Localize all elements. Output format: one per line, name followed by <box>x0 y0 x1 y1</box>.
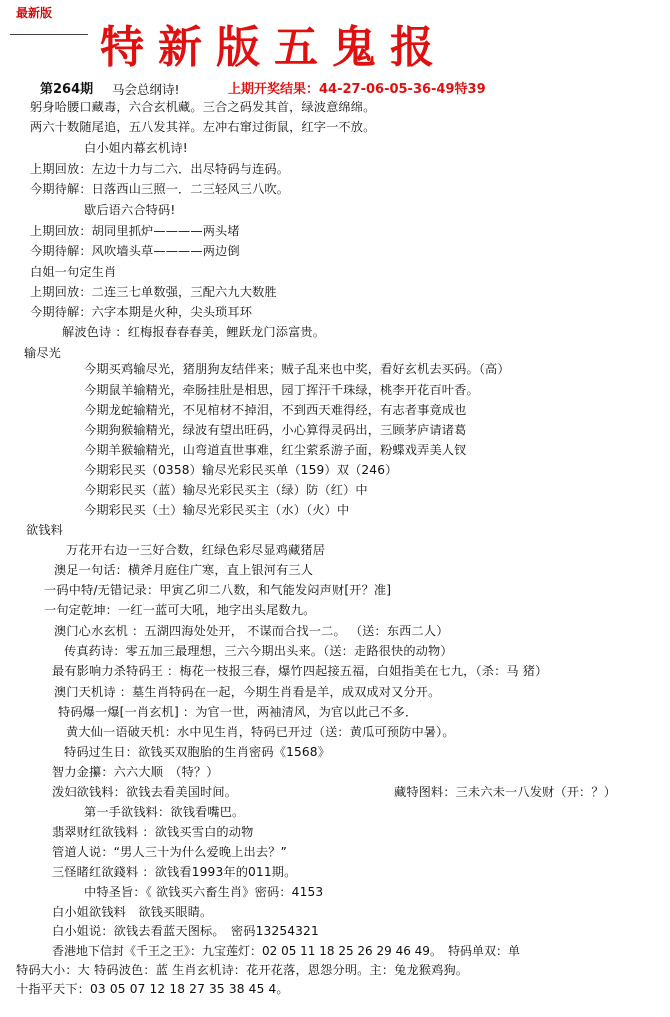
text-line: 智力金攥：六六大顺 （特？） <box>52 765 219 779</box>
text-line: 翡翠财红欲钱料 ：欲钱买雪白的动物 <box>52 825 254 839</box>
issue-number: 第264期 <box>40 82 94 97</box>
text-line: 今期彩民买（0358）输尽光彩民买单（159）双（246） <box>84 463 398 477</box>
text-line: 传真药诗：零五加三最理想，三六今期出头来。（送：走路很快的动物） <box>64 644 453 658</box>
text-line: 白小姐欲钱料 欲钱买眼睛。 <box>52 905 213 919</box>
text-line: 澳门心水玄机 ：五湖四海处处开， 不谋而合找一二。 （送：东西二人） <box>54 624 449 638</box>
text-line: 上期回放：左边十力与二六．出尽特码与连码。 <box>30 162 290 176</box>
text-line: 今期彩民买（蓝）输尽光彩民买主（绿）防（红）中 <box>84 483 368 497</box>
text-line: 白小姐说：欲钱去看蓝天图标。 密码13254321 <box>52 924 319 938</box>
text-line: 最有影响力杀特码王 ：梅花一枝报三春，爆竹四起接五福，白姐指美在七九，（杀：马 猪） <box>52 664 548 678</box>
text-line: 藏特图料：三未六未一八发财（开：？） <box>394 785 617 799</box>
text-line: 今期待解：风吹墙头草————两边倒 <box>30 244 240 258</box>
text-line: 香港地下信封《千王之王》：九宝莲灯：02 05 11 18 25 26 29 46 49。 特码单双：单 <box>52 944 520 958</box>
text-line: 特码爆一爆[一肖玄机] ：为官一世，两袖清风，为官以此己不多． <box>58 705 418 719</box>
text-line: 今期龙蛇输精光，不见棺材不掉泪，不到西天难得经，有志者事竟成也 <box>84 403 467 417</box>
text-line: 第一手欲钱料：欲钱看嘴巴。 <box>84 805 245 819</box>
text-line: 管道人说：“男人三十为什么爱晚上出去？” <box>52 845 288 859</box>
edition-badge: 最新版 <box>16 6 53 20</box>
text-line: 十指平天下：03 05 07 12 18 27 35 38 45 4。 <box>16 982 289 996</box>
text-line: 一句定乾坤：一红一蓝可大吼，地字出头尾数九。 <box>44 603 316 617</box>
text-line: 今期羊猴输精光，山弯道直世事难，红尘萦系游子面，粉蝶戏弄美人钗 <box>84 443 467 457</box>
poem-line: 两六十数随尾追，五八发其祥。左冲右窜过街鼠，红字一不放。 <box>30 120 376 134</box>
text-line: 今期彩民买（土）输尽光彩民买主（水）（火）中 <box>84 503 350 517</box>
poem-line: 躬身哈腰口藏毒，六合玄机藏。三合之码发其首，绿波意绵绵。 <box>30 100 376 114</box>
slogan: 马会总纲诗! <box>112 82 180 97</box>
section-heading: 输尽光 <box>24 346 62 360</box>
last-draw-result: 上期开奖结果：44-27-06-05-36-49特39 <box>228 82 486 97</box>
text-line: 上期回放：二连三七单数强，三配六九大数胜 <box>30 285 277 299</box>
page-title: 特新版五鬼报 <box>100 22 448 73</box>
text-line: 今期待解：日落西山三照一．二三轻风三八吹。 <box>30 182 290 196</box>
text-line: 泼妇欲钱料：欲钱去看美国时间。 <box>52 785 238 799</box>
text-line: 万花开右边一三好合数，红绿色彩尽显鸡藏猪居 <box>66 543 326 557</box>
text-line: 解波色诗 ：红梅报春春春美，鲤跃龙门添富贵。 <box>62 325 326 339</box>
text-line: 上期回放：胡同里抓炉————两头堵 <box>30 224 240 238</box>
text-line: 特码过生日：欲钱买双胞胎的生肖密码《1568》 <box>64 745 331 759</box>
text-line: 三怪睹红欲錢料 ：欲钱看1993年的011期。 <box>52 865 297 879</box>
section-heading: 白姐一句定生肖 <box>30 265 117 279</box>
section-heading: 欲钱料 <box>26 523 64 537</box>
text-line: 今期狗猴输精光，绿波有望出旺码，小心算得灵码出，三顾茅庐请诸葛 <box>84 423 467 437</box>
section-heading: 歇后语六合特码! <box>84 203 176 217</box>
divider <box>10 34 88 35</box>
section-heading: 白小姐内幕玄机诗! <box>84 141 188 155</box>
text-line: 中特圣旨：《 欲钱买六畜生肖》密码：4153 <box>84 885 324 899</box>
text-line: 一码中特/无错记录：甲寅乙卯二八数，和气能发闷声财[开？准] <box>44 583 392 597</box>
text-line: 澳门天机诗 ：墓生肖特码在一起，今期生肖看是羊，成双成对又分开。 <box>54 685 441 699</box>
text-line: 今期待解：六字本期是火种，尖头琐耳环 <box>30 305 253 319</box>
text-line: 黄大仙一语破天机：水中见生肖，特码已开过（送：黄瓜可预防中暑）。 <box>66 725 455 739</box>
text-line: 今期鼠羊输精光，牵肠挂肚是相思，园丁挥汗千珠绿，桃李开花百叶香。 <box>84 383 479 397</box>
text-line: 特码大小：大 特码波色：蓝 生肖玄机诗：花开花落，恩怨分明。主：兔龙猴鸡狗。 <box>16 963 469 977</box>
text-line: 今期买鸡输尽光，猪朋狗友结伴来；贼子乱来也中奖，看好玄机去买码。（高） <box>84 362 510 376</box>
text-line: 澳足一句话：横斧月庭住广寒，直上银河有三人 <box>54 563 314 577</box>
